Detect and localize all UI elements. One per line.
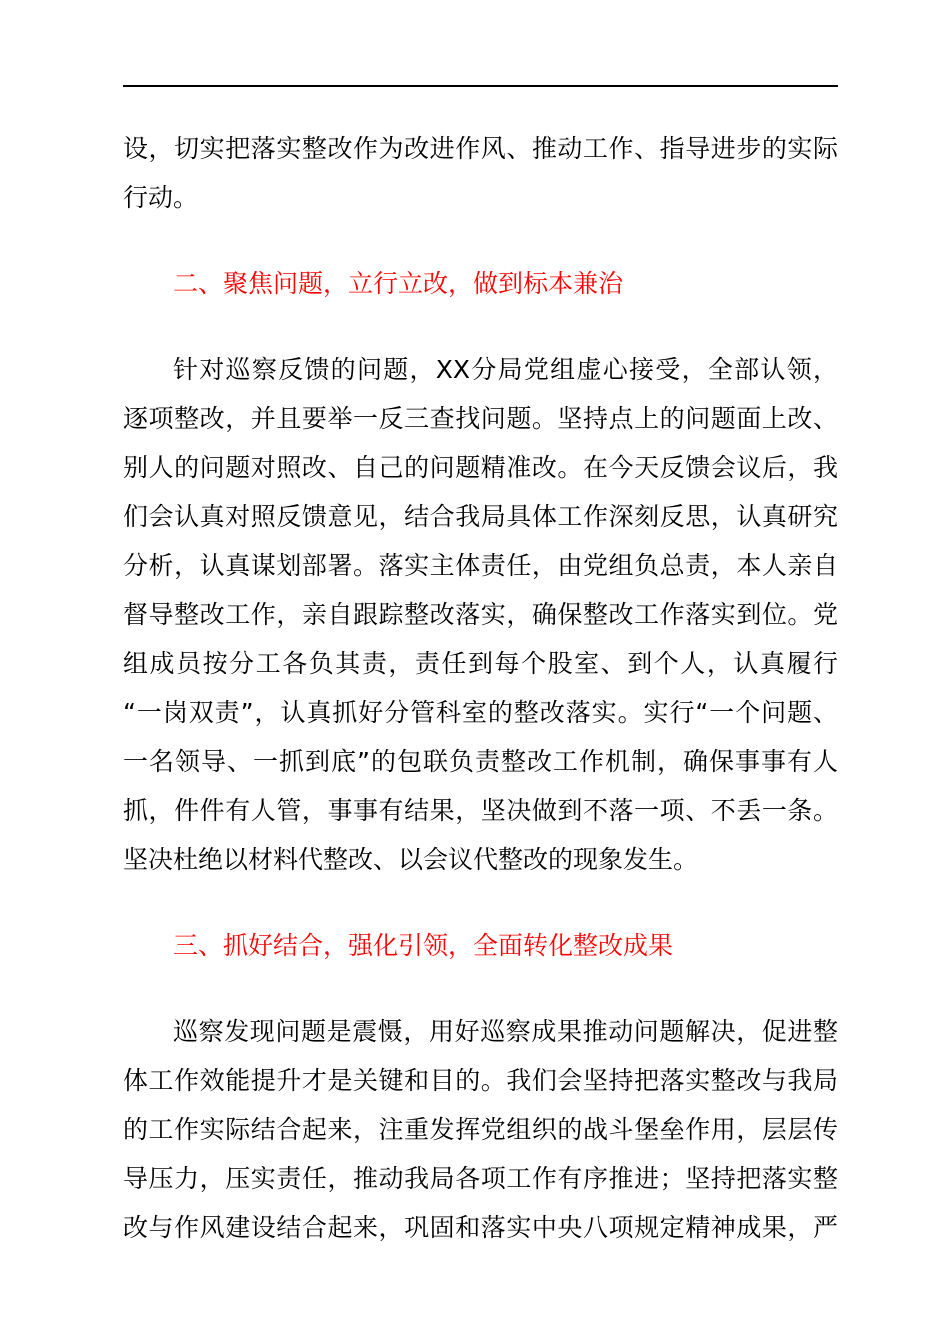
text-line: 分析，认真谋划部署。落实主体责任，由党组负总责，本人亲自 bbox=[123, 551, 838, 580]
paragraph-3 bbox=[123, 1007, 838, 1252]
text-line: 的工作实际结合起来，注重发挥党组织的战斗堡垒作用，层层传 bbox=[123, 1115, 838, 1144]
text-line: 逐项整改，并且要举一反三查找问题。坚持点上的问题面上改、 bbox=[123, 404, 838, 433]
text-line: 设，切实把落实整改作为改进作风、推动工作、指导进步的实际 bbox=[123, 134, 838, 163]
section-heading-2: 二、聚焦问题，立行立改，做到标本兼治 bbox=[173, 269, 624, 298]
paragraph-1 bbox=[123, 124, 838, 222]
header-rule bbox=[123, 85, 838, 87]
section-heading-3: 三、抓好结合，强化引领，全面转化整改成果 bbox=[173, 931, 674, 960]
paragraph-2 bbox=[123, 345, 838, 884]
text-line: 体工作效能提升才是关键和目的。我们会坚持把落实整改与我局 bbox=[123, 1066, 838, 1095]
document-body bbox=[123, 124, 838, 1252]
text-line: 导压力，压实责任，推动我局各项工作有序推进；坚持把落实整 bbox=[123, 1164, 838, 1193]
text-line: 抓，件件有人管，事事有结果，坚决做到不落一项、不丢一条。 bbox=[123, 796, 838, 825]
text-line: 督导整改工作，亲自跟踪整改落实，确保整改工作落实到位。党 bbox=[123, 600, 838, 629]
text-line: 行动。 bbox=[123, 183, 199, 212]
text-line: 针对巡察反馈的问题，XX分局党组虚心接受，全部认领， bbox=[173, 355, 838, 384]
text-line: 们会认真对照反馈意见，结合我局具体工作深刻反思，认真研究 bbox=[123, 502, 838, 531]
text-line: 别人的问题对照改、自己的问题精准改。在今天反馈会议后，我 bbox=[123, 453, 838, 482]
text-line: “一岗双责”，认真抓好分管科室的整改落实。实行“一个问题、 bbox=[123, 698, 838, 727]
text-line: 改与作风建设结合起来，巩固和落实中央八项规定精神成果，严 bbox=[123, 1213, 838, 1242]
text-line: 坚决杜绝以材料代整改、以会议代整改的现象发生。 bbox=[123, 845, 699, 874]
text-line: 一名领导、一抓到底”的包联负责整改工作机制，确保事事有人 bbox=[123, 747, 838, 776]
text-line: 组成员按分工各负其责，责任到每个股室、到个人，认真履行 bbox=[123, 649, 838, 678]
text-line: 巡察发现问题是震慑，用好巡察成果推动问题解决，促进整 bbox=[173, 1017, 838, 1046]
